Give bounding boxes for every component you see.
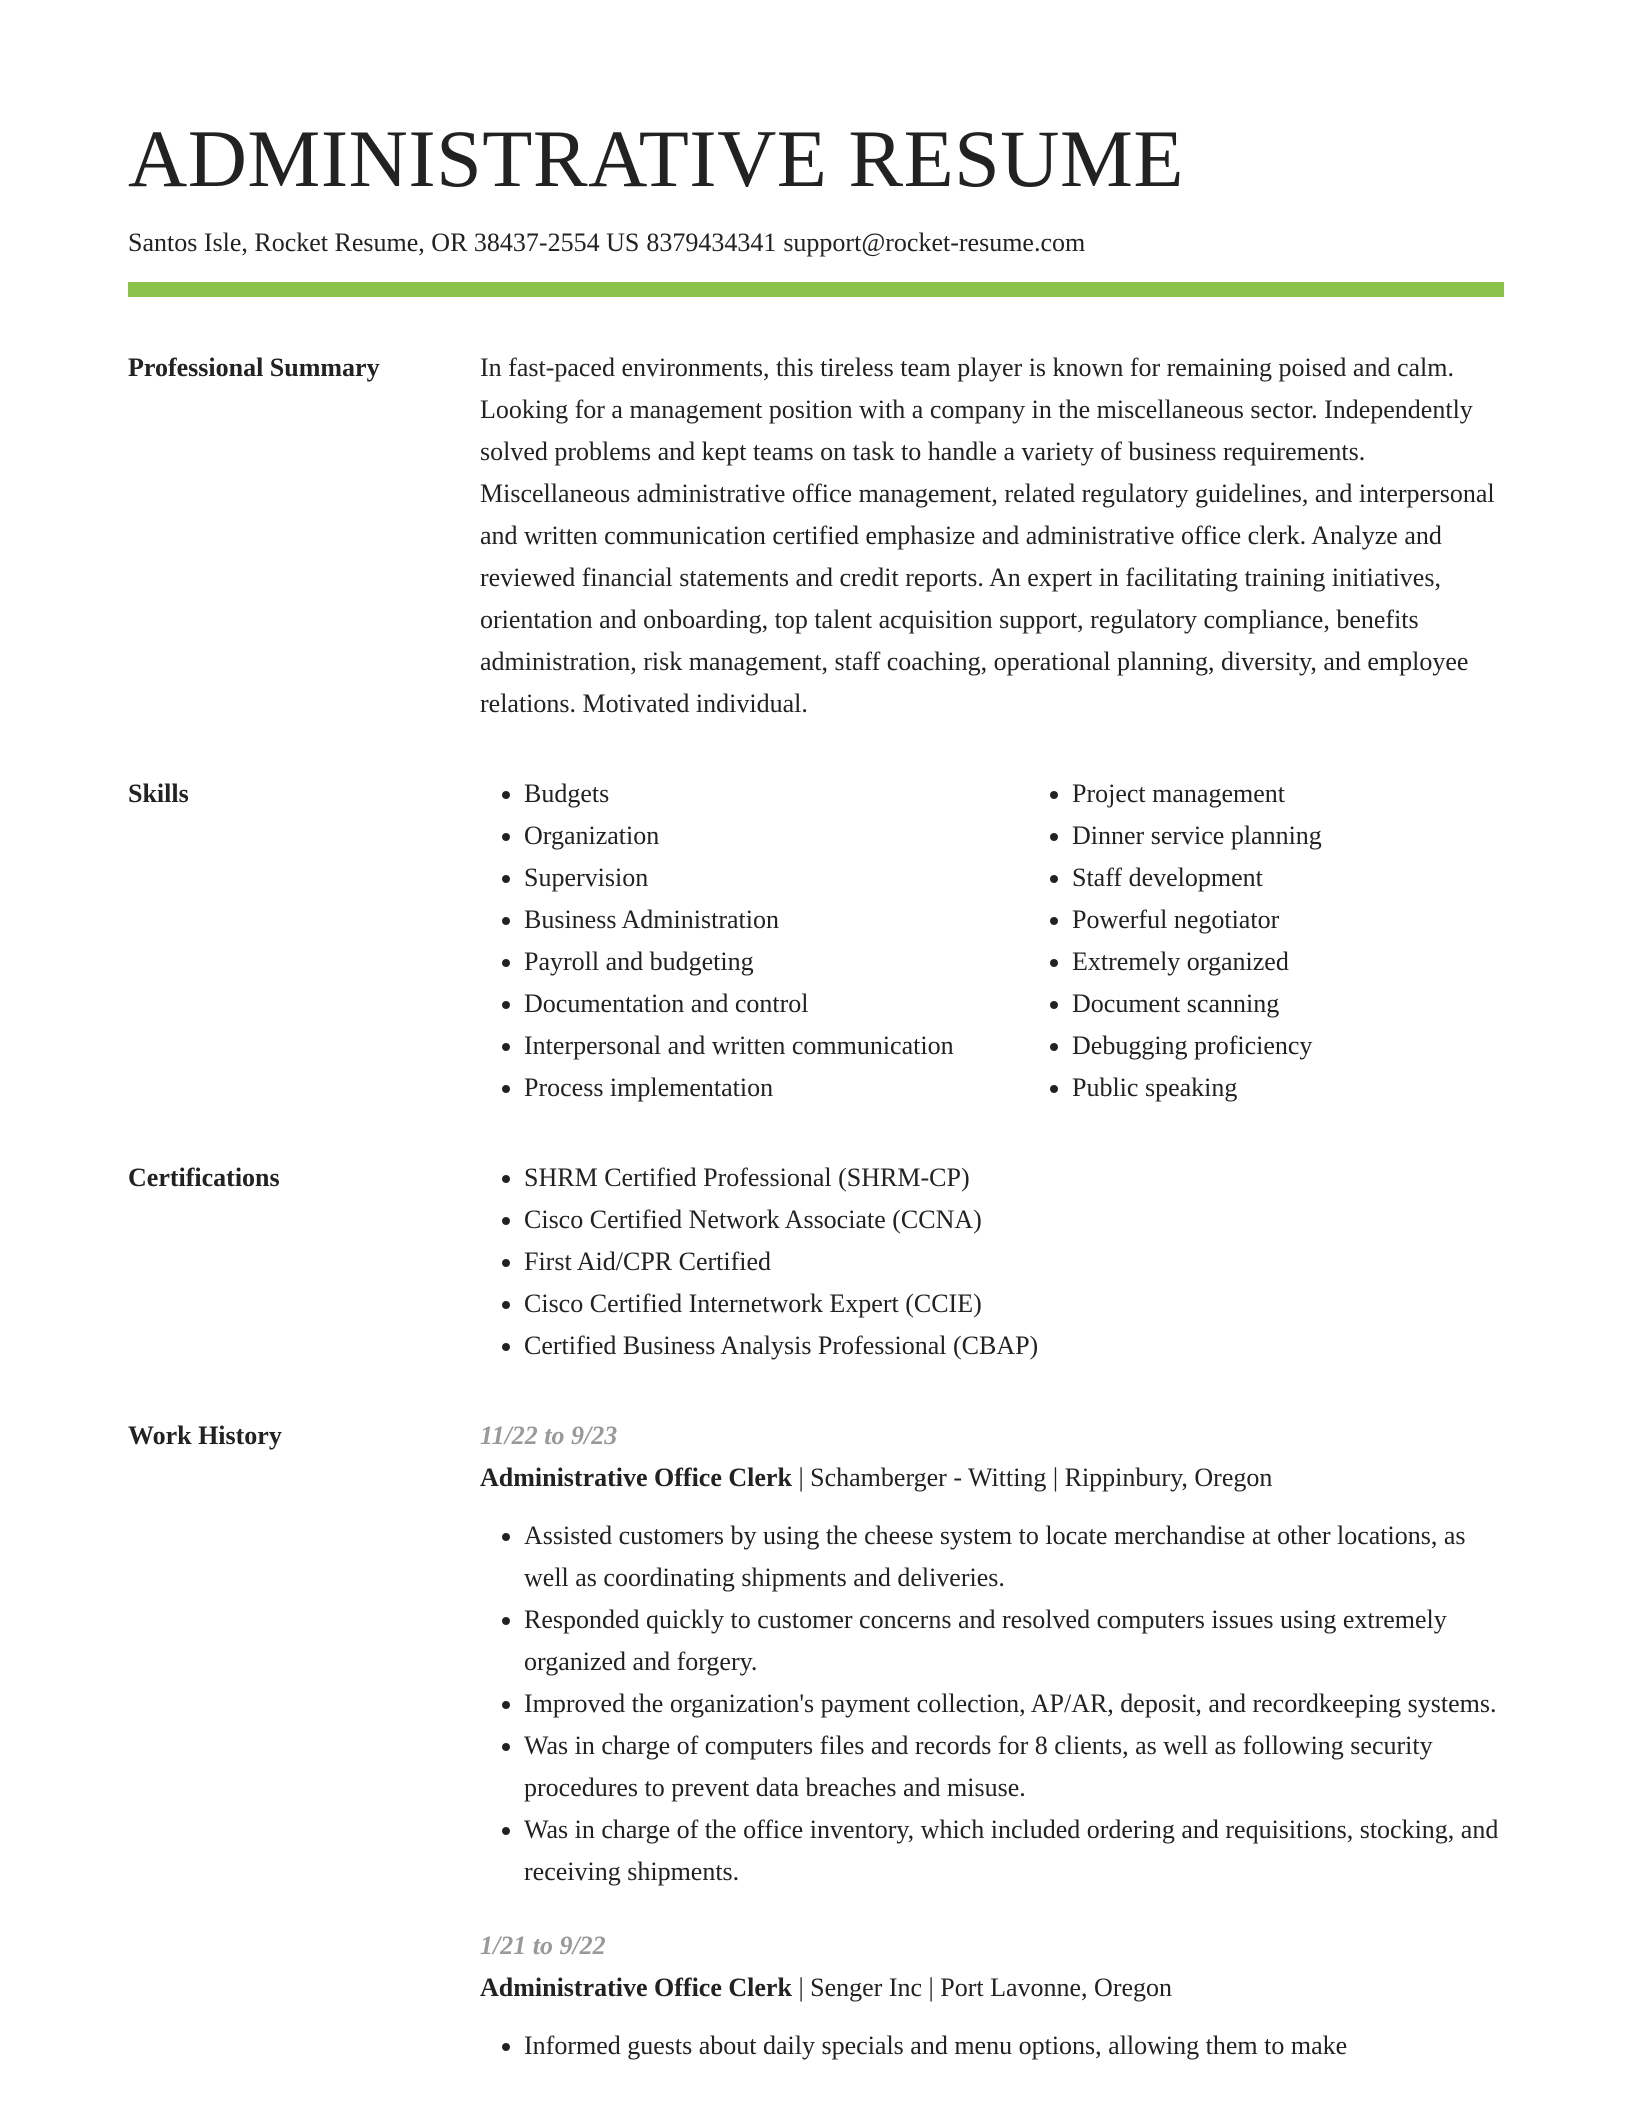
work-history-section [128,1415,1504,2067]
resume-page [128,0,1504,2067]
skills-list-left [480,773,1028,1109]
job-title: Administrative Office Clerk [480,1463,792,1492]
skill-item: • Payroll and budgeting [524,941,1028,983]
skill-item: • Project management [1072,773,1504,815]
job-heading [480,1457,1504,1499]
summary-section [128,347,1504,725]
section-label-summary: Professional Summary [128,353,380,382]
certifications-section [128,1157,1504,1367]
resume-title: ADMINISTRATIVE RESUME [128,113,1184,204]
job-duties-list [480,1515,1504,1893]
job-duty: • Improved the organization's payment collection, AP/AR, deposit, and recordkeeping systems. [524,1683,1504,1725]
skill-item: • Interpersonal and written communication [524,1025,1028,1067]
skill-item: • Document scanning [1072,983,1504,1025]
summary-text: In fast-paced environments, this tireless team player is known for remaining poised and calm. Looking for a management position with a company in the miscellaneous sector. Independently solved problems and kept teams on task to handle a variety of business requirements. Miscellaneous administrative office management, related regulatory guidelines, and interpersonal and written communication certified emphasize and administrative office clerk. Analyze and reviewed financial statements and credit reports. An expert in facilitating training initiatives, orientation and onboarding, top talent acquisition support, regulatory compliance, benefits administration, risk management, staff coaching, operational planning, diversity, and employee relations. Motivated individual. [480,353,1495,718]
job-dates: 11/22 to 9/23 [480,1421,618,1450]
skill-item: • Powerful negotiator [1072,899,1504,941]
certification-item: • Cisco Certified Network Associate (CCNA) [524,1199,1504,1241]
section-label-skills: Skills [128,779,189,808]
certification-item: • SHRM Certified Professional (SHRM-CP) [524,1157,1504,1199]
skill-item: • Budgets [524,773,1028,815]
skill-item: • Public speaking [1072,1067,1504,1109]
skills-list-right [1028,773,1504,1109]
contact-line [128,226,1504,260]
skill-item: • Debugging proficiency [1072,1025,1504,1067]
skill-item: • Supervision [524,857,1028,899]
skill-item: • Process implementation [524,1067,1028,1109]
job-entry [480,1925,1504,2067]
job-duty: • Informed guests about daily specials and menu options, allowing them to make [524,2025,1504,2067]
phone: 8379434341 [646,228,777,257]
skill-item: • Documentation and control [524,983,1028,1025]
job-duty: • Responded quickly to customer concerns and resolved computers issues using extremely organized and forgery. [524,1599,1504,1683]
skills-section [128,773,1504,1109]
accent-divider [128,282,1504,297]
certification-item: • Certified Business Analysis Professional (CBAP) [524,1325,1504,1367]
skill-item: • Extremely organized [1072,941,1504,983]
job-details: | Senger Inc | Port Lavonne, Oregon [791,1973,1173,2002]
job-heading [480,1967,1504,2009]
job-duty: • Was in charge of computers files and records for 8 clients, as well as following security procedures to prevent data breaches and misuse. [524,1725,1504,1809]
email: support@rocket-resume.com [783,228,1086,257]
job-title: Administrative Office Clerk [480,1973,792,2002]
section-label-work-history: Work History [128,1421,282,1450]
job-details: | Schamberger - Witting | Rippinbury, Oregon [791,1463,1273,1492]
certification-item: • Cisco Certified Internetwork Expert (CCIE) [524,1283,1504,1325]
address: Santos Isle, Rocket Resume, OR 38437-2554 US [128,228,640,257]
skill-item: • Business Administration [524,899,1028,941]
job-dates: 1/21 to 9/22 [480,1931,606,1960]
job-duties-list [480,2025,1504,2067]
skill-item: • Staff development [1072,857,1504,899]
job-entry [480,1415,1504,1893]
certifications-list [480,1157,1504,1367]
job-duty: • Assisted customers by using the cheese system to locate merchandise at other locations, as well as coordinating shipments and deliveries. [524,1515,1504,1599]
skill-item: • Organization [524,815,1028,857]
job-duty: • Was in charge of the office inventory, which included ordering and requisitions, stocking, and receiving shipments. [524,1809,1504,1893]
skill-item: • Dinner service planning [1072,815,1504,857]
certification-item: • First Aid/CPR Certified [524,1241,1504,1283]
section-label-certifications: Certifications [128,1163,280,1192]
